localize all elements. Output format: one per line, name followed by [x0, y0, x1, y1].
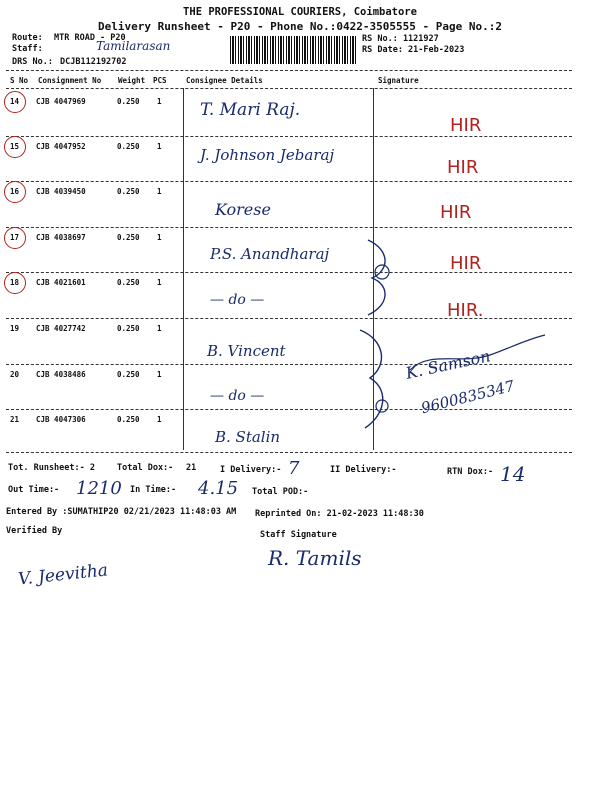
- row-sno: 21: [10, 415, 20, 424]
- out-time-label: Out Time:-: [8, 485, 60, 495]
- row-rule: [6, 136, 572, 137]
- row-consignment: CJB 4021601: [36, 278, 86, 287]
- i-delivery-label: I Delivery:-: [220, 465, 282, 475]
- total-pod-label: Total POD:-: [252, 487, 309, 497]
- row-sno: 20: [10, 370, 20, 379]
- row-consignee: B. Stalin: [215, 428, 281, 446]
- drs-label: DRS No.:: [12, 57, 53, 67]
- entered-by: Entered By :SUMATHIP20 02/21/2023 11:48:03 AM: [6, 507, 237, 517]
- col-header-pcs: PCS: [153, 76, 167, 85]
- reprinted-on: Reprinted On: 21-02-2023 11:48:30: [255, 509, 424, 519]
- total-runsheet: Tot. Runsheet:- 2: [8, 463, 95, 473]
- row-consignment: CJB 4039450: [36, 187, 86, 196]
- in-time-label: In Time:-: [130, 485, 177, 495]
- route-value: MTR ROAD - P20: [54, 33, 126, 43]
- row-sno: 19: [10, 324, 20, 333]
- row-consignment: CJB 4038697: [36, 233, 86, 242]
- staff-label: Staff:: [12, 44, 43, 54]
- rs-number: RS No.: 1121927: [362, 34, 439, 44]
- row-pcs: 1: [157, 97, 162, 106]
- row-pcs: 1: [157, 415, 162, 424]
- document-subtitle: Delivery Runsheet - P20 - Phone No.:0422-3505555 - Page No.:2: [98, 20, 502, 33]
- rtn-dox-label: RTN Dox:-: [447, 467, 494, 477]
- row-consignee: J. Johnson Jebaraj: [200, 146, 335, 164]
- staff-signature: R. Tamils: [268, 546, 362, 570]
- signature-scribble: [350, 230, 590, 460]
- row-rule: [6, 181, 572, 182]
- out-time-value: 1210: [76, 478, 122, 499]
- receiver-phone: 9600835347: [419, 376, 517, 418]
- row-sno: 14: [10, 97, 20, 106]
- row-consignment: CJB 4038486: [36, 370, 86, 379]
- row-pcs: 1: [157, 370, 162, 379]
- total-dox-label: Total Dox:-: [117, 463, 174, 473]
- row-weight: 0.250: [117, 187, 140, 196]
- row-status: HIR.: [447, 300, 484, 321]
- row-pcs: 1: [157, 233, 162, 242]
- row-consignment: CJB 4047306: [36, 415, 86, 424]
- col-header-consignment: Consignment No: [38, 76, 102, 85]
- column-divider-consignee: [183, 88, 184, 450]
- document-title: THE PROFESSIONAL COURIERS, Coimbatore: [183, 6, 417, 18]
- row-status: HIR: [447, 157, 479, 178]
- row-consignment: CJB 4027742: [36, 324, 86, 333]
- in-time-value: 4.15: [198, 478, 239, 499]
- row-consignee: — do —: [210, 292, 265, 308]
- row-consignment: CJB 4047969: [36, 97, 86, 106]
- table-top-rule: [6, 70, 572, 71]
- row-sno: 16: [10, 187, 20, 196]
- route-label: Route:: [12, 33, 43, 43]
- row-pcs: 1: [157, 142, 162, 151]
- row-sno: 17: [10, 233, 20, 242]
- verified-by-label: Verified By: [6, 526, 63, 536]
- row-weight: 0.250: [117, 142, 140, 151]
- row-weight: 0.250: [117, 370, 140, 379]
- ii-delivery-label: II Delivery:-: [330, 465, 397, 475]
- row-rule: [6, 227, 572, 228]
- row-consignee: T. Mari Raj.: [200, 100, 301, 120]
- row-consignee: — do —: [210, 388, 265, 404]
- col-header-sno: S No: [10, 76, 29, 85]
- total-dox-value: 21: [186, 463, 197, 473]
- row-weight: 0.250: [117, 97, 140, 106]
- row-consignee: P.S. Anandharaj: [210, 245, 330, 263]
- row-pcs: 1: [157, 278, 162, 287]
- row-consignee: B. Vincent: [207, 342, 286, 360]
- header-rule: [6, 88, 572, 89]
- rtn-dox-value: 14: [500, 462, 526, 486]
- rs-date: RS Date: 21-Feb-2023: [362, 45, 465, 55]
- row-weight: 0.250: [117, 415, 140, 424]
- staff-signature-label: Staff Signature: [260, 530, 337, 540]
- col-header-weight: Weight: [118, 76, 146, 85]
- row-pcs: 1: [157, 324, 162, 333]
- row-weight: 0.250: [117, 278, 140, 287]
- staff-value: Tamilarasan: [96, 39, 171, 53]
- drs-value: DCJB112192702: [60, 57, 127, 67]
- row-status: HIR: [440, 202, 472, 223]
- verifier-signature: V. Jeevitha: [17, 560, 109, 590]
- row-sno: 18: [10, 278, 20, 287]
- receiver-signature-name: K. Samson: [403, 346, 492, 383]
- row-status: HIR: [450, 115, 482, 136]
- barcode: [230, 36, 356, 64]
- row-pcs: 1: [157, 187, 162, 196]
- row-consignment: CJB 4047952: [36, 142, 86, 151]
- i-delivery-value: 7: [288, 458, 300, 479]
- row-weight: 0.250: [117, 324, 140, 333]
- col-header-signature: Signature: [378, 76, 419, 85]
- row-sno: 15: [10, 142, 20, 151]
- row-consignee: Korese: [215, 200, 271, 219]
- col-header-consignee: Consignee Details: [186, 76, 263, 85]
- row-weight: 0.250: [117, 233, 140, 242]
- row-status: HIR: [450, 253, 482, 274]
